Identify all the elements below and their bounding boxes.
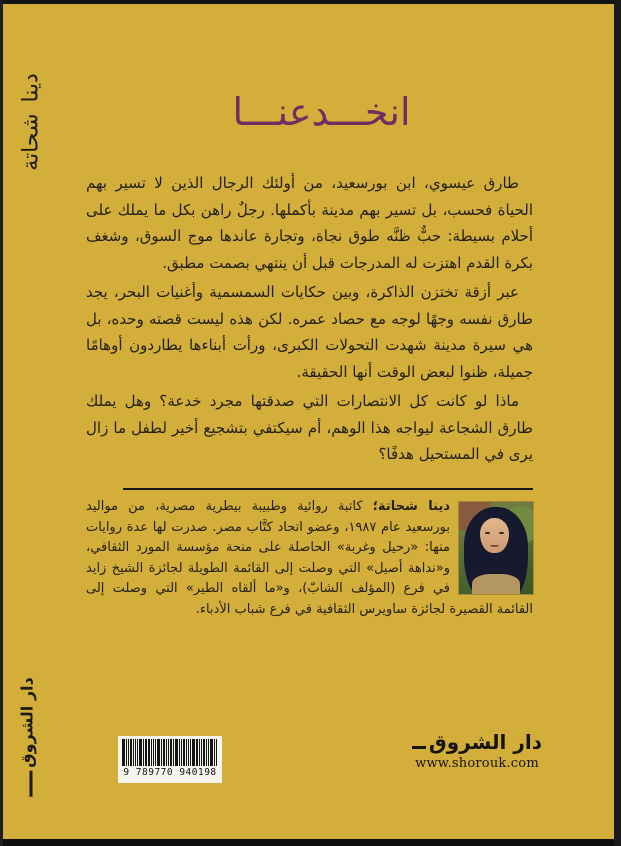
publisher-logo-text: دار الشروق: [428, 730, 542, 754]
spine-publisher-label: دار الشروق: [17, 677, 37, 768]
spine-publisher-name: [18, 677, 37, 796]
synopsis: [86, 170, 533, 471]
photo-mouth: [490, 543, 499, 548]
isbn-barcode: [118, 736, 222, 783]
publisher-block: [412, 729, 542, 771]
page-edge-bottom: [0, 839, 621, 846]
barcode-bars: [122, 739, 218, 766]
book-title: انخـــدعنـــا: [232, 90, 411, 134]
bio-divider-rule: [123, 488, 533, 490]
photo-face: [480, 518, 510, 553]
page-edge-right: [614, 0, 621, 846]
photo-eye-left: [485, 532, 490, 534]
photo-jacket: [472, 574, 519, 594]
synopsis-paragraph-1: طارق عيسوي، ابن بورسعيد، من أولئك الرجال الذين لا تسير بهم الحياة فحسب، بل تسير بهم مدينة بأكملها. رجلٌ راهن بكل ما يملك على أحلام بسيطة: حبٌّ ظنَّه طوق نجاة، وتجارة عاندها موج السوق، وشغف بكرة القدم اهتزت له المدرجات قبل أن ينتهي بصمت مطبق.: [86, 174, 533, 272]
author-bio-text: كاتبة روائية وطبيبة بيطرية مصرية، من مواليد بورسعيد عام ١٩٨٧، وعضو اتحاد كتَّاب مصر. صدرت لها عدة روايات منها: «رحيل وغربة» الحاصلة على منحة مؤسسة المورد الثقافي، و«نداهة أصيل» التي وصلت إلى القائمة الطويلة لجائزة الشيخ زايد في فرع (المؤلف الشابّ)، و«ما ألقاه الطير» التي وصلت إلى القائمة القصيرة لجائزة ساويرس الثقافية في فرع شباب الأدباء.: [86, 499, 533, 617]
publisher-logo: [412, 729, 542, 755]
spine-author-name: دينا شحاتة: [18, 73, 44, 171]
publisher-logo-tail: [30, 771, 33, 797]
author-bio: [86, 497, 533, 620]
publisher-website: www.shorouk.com: [415, 756, 539, 771]
synopsis-paragraph-2: عبر أزقة تختزن الذاكرة، وبين حكايات السمسمية وأغنيات البحر، يجد طارق نفسه وجهًا لوجه مع حصاد عمره. لكن هذه ليست قصته وحده، بل هي سيرة مدينة شهدت التحولات الكبرى، ورأت أبناءها يطاردون أوهامًا جميلة، ظنوا لبعض الوقت أنها الحقيقة.: [86, 283, 533, 381]
synopsis-paragraph-3: ماذا لو كانت كل الانتصارات التي صدقتها مجرد خدعة؟ وهل يملك طارق الشجاعة ليواجه هذا الوهم، أم سيكتفي بتشجيع أخير لطفل ما زال يرى في المستحيل هدفًا؟: [86, 392, 533, 463]
photo-eye-right: [499, 532, 504, 534]
barcode-number: 9 789770 940198: [123, 767, 217, 778]
page-edge-top: [0, 0, 621, 4]
author-photo: [459, 502, 533, 594]
author-bio-name: دينا شحاتة؛: [372, 499, 451, 514]
page-edge-left: [0, 0, 3, 846]
publisher-logo-tail: [412, 746, 426, 749]
